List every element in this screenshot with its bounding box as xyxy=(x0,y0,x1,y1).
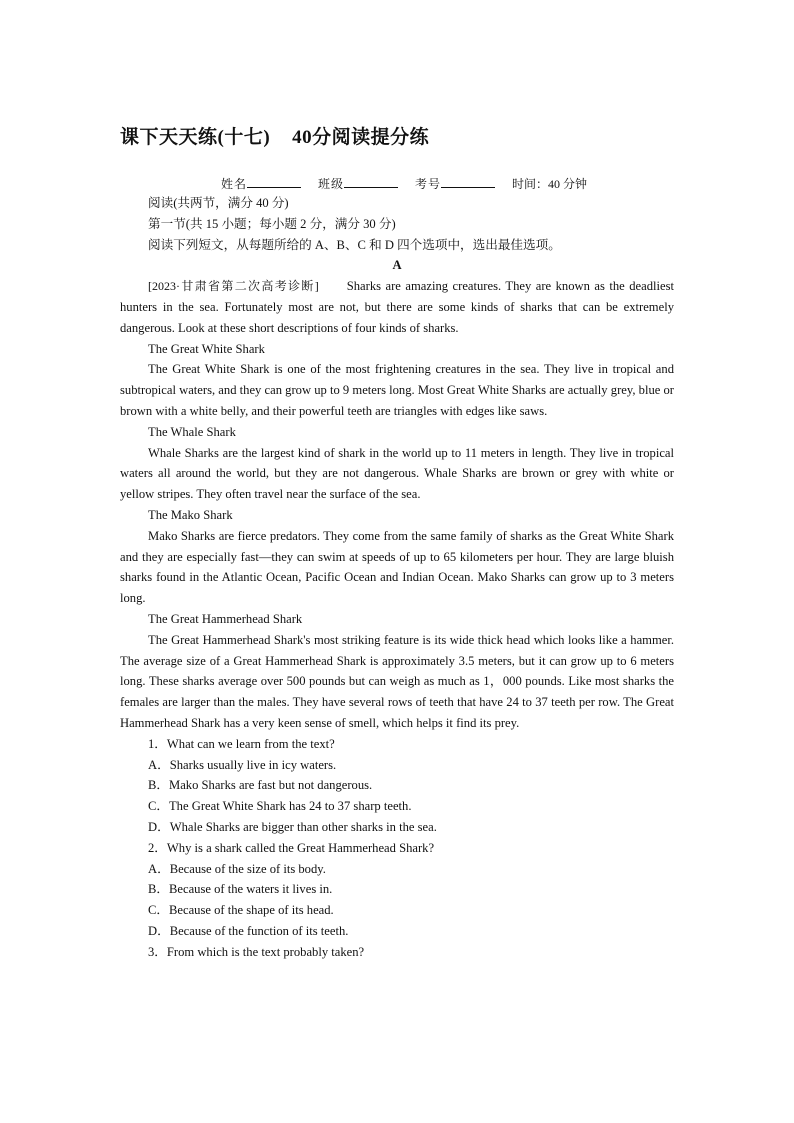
passage-paragraph-1 xyxy=(120,276,674,338)
class-label: 班级 xyxy=(318,177,345,191)
question-1-option-a[interactable]: A．Sharks usually live in icy waters. xyxy=(148,757,337,772)
subheading-mako-shark: The Mako Shark xyxy=(148,507,233,522)
paragraph-text: Sharks are amazing creatures. They are known as the deadliest hunters in the sea. Fortunately most are not, but there are some kinds of sharks that can be extremely dangerous. Look at these short descriptions of four kinds of sharks. xyxy=(120,279,674,335)
student-info-line xyxy=(221,175,587,192)
id-blank[interactable] xyxy=(441,176,495,188)
question-2: 2．Why is a shark called the Great Hammerhead Shark? xyxy=(148,840,435,855)
question-2-option-c[interactable]: C．Because of the shape of its head. xyxy=(148,903,334,918)
title-subject: 40分阅读提分练 xyxy=(292,127,430,148)
question-1-option-b[interactable]: B．Mako Sharks are fast but not dangerous. xyxy=(148,778,373,793)
question-2-option-a[interactable]: A．Because of the size of its body. xyxy=(148,861,326,876)
subheading-great-white: The Great White Shark xyxy=(148,341,265,356)
intro-line-2: 第一节(共 15 小题；每小题 2 分，满分 30 分) xyxy=(148,216,396,231)
document-body xyxy=(120,193,674,962)
intro-line-1: 阅读(共两节，满分 40 分) xyxy=(148,196,289,210)
id-label: 考号 xyxy=(415,177,442,191)
page-title xyxy=(120,122,429,149)
question-1-option-d[interactable]: D．Whale Sharks are bigger than other sharks in the sea. xyxy=(148,819,437,834)
passage-paragraph-3: Whale Sharks are the largest kind of shark in the world up to 11 meters in length. They live in tropical waters all around the world, but they are not dangerous. Whale Sharks are brown or grey with white or yellow stripes. They often travel near the surface of the sea. xyxy=(120,445,674,502)
question-2-option-b[interactable]: B．Because of the waters it lives in. xyxy=(148,882,333,897)
subheading-hammerhead: The Great Hammerhead Shark xyxy=(148,611,303,626)
name-blank[interactable] xyxy=(247,176,301,188)
time-limit: 时间：40 分钟 xyxy=(512,177,588,191)
intro-instructions: 阅读下列短文，从每题所给的 A、B、C 和 D 四个选项中，选出最佳选项。 xyxy=(148,237,561,252)
question-1: 1．What can we learn from the text? xyxy=(148,736,335,751)
class-blank[interactable] xyxy=(344,176,398,188)
source-citation: [2023·甘肃省第二次高考诊断] xyxy=(148,279,319,294)
question-3: 3．From which is the text probably taken? xyxy=(148,944,365,959)
passage-paragraph-5: The Great Hammerhead Shark's most striking feature is its wide thick head which looks like a hammer. The average size of a Great Hammerhead Shark is approximately 3.5 meters, but it can grow up to 6 meters long. These sharks average over 500 pounds but can weigh as much as 1，000 pounds. Like most sharks the females are larger than the males. They have several rows of teeth that have 24 to 37 teeth per row. The Great Hammerhead Shark has a very keen sense of smell, which helps it find its prey. xyxy=(120,632,674,730)
question-1-option-c[interactable]: C．The Great White Shark has 24 to 37 sharp teeth. xyxy=(148,799,412,814)
title-series: 课下天天练(十七) xyxy=(120,127,271,148)
question-2-option-d[interactable]: D．Because of the function of its teeth. xyxy=(148,923,349,938)
subheading-whale-shark: The Whale Shark xyxy=(148,424,236,439)
section-heading: A xyxy=(392,258,402,273)
passage-paragraph-4: Mako Sharks are fierce predators. They come from the same family of sharks as the Great White Shark and they are especially fast—they can swim at speeds of up to 65 kilometers per hour. They are large bluish sharks found in the Atlantic Ocean, Pacific Ocean and Indian Ocean. Mako Sharks can grow up to 3 meters long. xyxy=(120,528,674,606)
passage-paragraph-2: The Great White Shark is one of the most frightening creatures in the sea. They live in tropical and subtropical waters, and they can grow up to 9 meters long. Most Great White Sharks are actually grey, blue or brown with a white belly, and their powerful teeth are triangles with edges like saws. xyxy=(120,362,674,418)
name-label: 姓名 xyxy=(221,177,248,191)
